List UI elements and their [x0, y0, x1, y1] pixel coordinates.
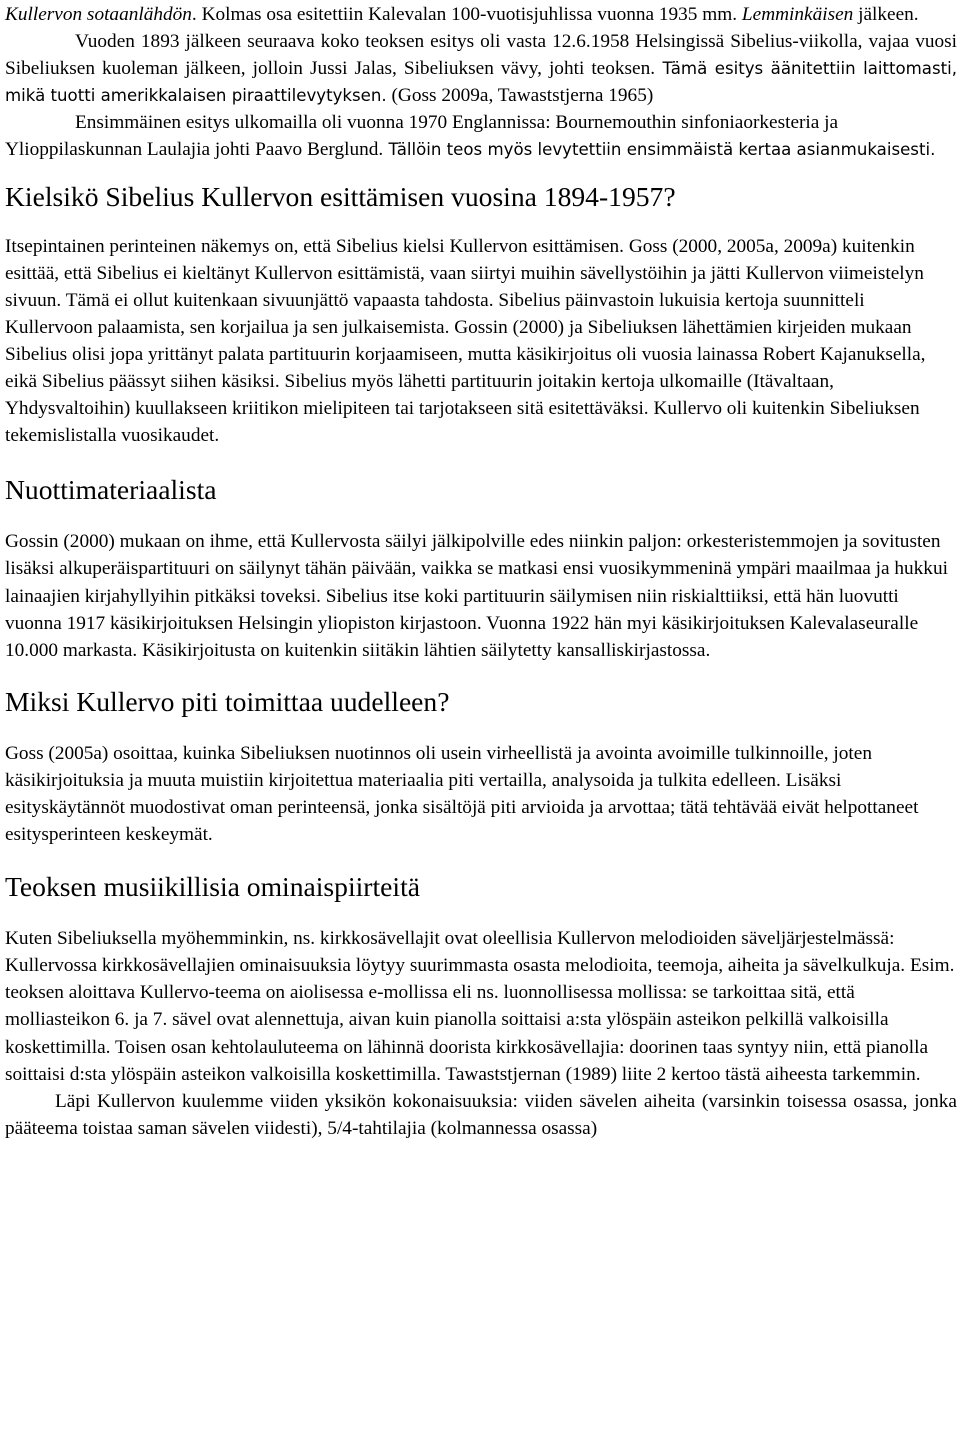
section-heading-nuottimateriaalista: Nuottimateriaalista — [5, 474, 217, 506]
intro-work-title-2: Lemminkäisen — [741, 4, 854, 25]
intro-paragraph-2 — [5, 28, 957, 109]
intro-p2-sans: Tämä esitys äänitettiin laittomasti, mikä tuotti amerikkalaisen piraattilevytyksen. — [5, 59, 958, 106]
section-heading-kielsiko: Kielsikö Sibelius Kullervon esittämisen vuosina 1894-1957? — [5, 180, 676, 212]
intro-line-1 — [5, 1, 957, 28]
intro-p2-serif: Vuoden 1893 jälkeen seuraava koko teoksen esitys oli vasta 12.6.1958 Helsingissä Sibelius-viikolla, vajaa vuosi Sibeliuksen kuoleman jälkeen, jolloin Jussi Jalas, Sibeliuksen vävy, johti teoksen. — [5, 31, 957, 80]
intro-paragraph-3 — [5, 109, 957, 163]
section-body-nuottimateriaalista: Gossin (2000) mukaan on ihme, että Kullervosta säilyi jälkipolville edes niinkin paljon: orkesteristemmojen ja sovitusten lisäksi alkuperäispartituuri on säilynyt tähän päivään, vaikka se matkasi ensi vuosikymmeninä ympäri maailmaa ja hukkui lainaajien kirjahyllyihin pitkäksi toveksi. Sibelius itse koki partituurin säilymisen niin riskialttiiksi, että hän luovutti vuonna 1917 käsikirjoituksen Helsingin yliopiston kirjastoon. Vuonna 1922 hän myi käsikirjoituksen Kalevalaseuralle 10.000 markasta. Käsikirjoitusta on kuitenkin siitäkin lähtien säilytetty kansalliskirjastossa. — [5, 531, 948, 661]
intro-work-title-1: Kullervon sotaanlähdön — [5, 4, 192, 25]
document-page — [5, 0, 957, 1142]
section-body-kielsiko: Itsepintainen perinteinen näkemys on, että Sibelius kielsi Kullervon esittämisen. Goss (2000, 2005a, 2009a) kuitenkin esittää, että Sibelius ei kieltänyt Kullervon esittämistä, vaan siirtyi muihin sävellystöihin ja jätti Kullervon viimeistelyn sivuun. Tämä ei ollut kuitenkaan sivuunjättö vapaasta tahdosta. Sibelius päinvastoin lukuisia kertoja suunnitteli Kullervoon palaamista, sen korjailua ja sen julkaisemista. Gossin (2000) ja Sibeliuksen lähettämien kirjeiden mukaan Sibelius olisi jopa yrittänyt palata partituurin korjaamiseen, mutta käsikirjoitus oli vuosia lainassa Robert Kajanuksella, eikä Sibelius päässyt siihen käsiksi. Sibelius myös lähetti partituurin joitakin kertoja ulkomaille (Itävaltaan, Yhdysvaltoihin) kuullakseen kriitikon mielipiteen tai tarjotakseen sitä esitettäväksi. Kullervo oli kuitenkin Sibeliuksen tekemislistalla vuosikaudet. — [5, 235, 926, 447]
section-heading-musiikillisia-ominaispiirteita: Teoksen musiikillisia ominaispiirteitä — [5, 871, 420, 903]
intro-text-2: jälkeen. — [853, 4, 919, 25]
section-body-musiikillisia-1: Kuten Sibeliuksella myöhemminkin, ns. kirkkosävellajit ovat oleellisia Kullervon melodioiden säveljärjestelmässä: Kullervossa kirkkosävellajien ominaisuuksia löytyy suurimmasta osasta melodioita, teemoja, aiheita ja sävelkulkuja. Esim. teoksen aloittava Kullervo-teema on aiolisessa e-mollissa eli ns. luonnollisessa mollissa: se tarkoittaa sitä, että molliasteikon 6. ja 7. sävel ovat alennettuja, aivan kuin pianolla soittaisi a:sta ylöspäin asteikon pelkillä valkoisilla koskettimilla. Toisen osan kehtolauluteema on lähinnä doorista kirkkosävellajia: doorinen taas syntyy niin, että pianolla soittaisi d:sta ylöspäin asteikon valkoisilla koskettimilla. Tawaststjernan (1989) liite 2 kertoo tästä aiheesta tarkemmin. — [5, 928, 955, 1085]
intro-p2-citation: (Goss 2009a, Tawaststjerna 1965) — [386, 85, 654, 107]
intro-p3-serif: Ensimmäinen esitys ulkomailla oli vuonna 1970 Englannissa: Bournemouthin sinfoniaorkesteria ja Ylioppilaskunnan Laulajia johti Paavo Berglund. — [5, 112, 839, 161]
section-body-miksi-kullervo: Goss (2005a) osoittaa, kuinka Sibeliuksen nuotinnos oli usein virheellistä ja avointa avoimille tulkinnoille, joten käsikirjoituksia ja muuta muistiin kirjoitettua materiaalia piti vertailla, analysoida ja tulkita edelleen. Lisäksi esityskäytännöt muodostivat oman perinteensä, jonka sisältöjä piti arvioida ja arvottaa; tätä tehtävää eivät helpottaneet esitysperinteen keskeymät. — [5, 742, 919, 846]
intro-text-1: . Kolmas osa esitettiin Kalevalan 100-vuotisjuhlissa vuonna 1935 mm. — [191, 4, 738, 25]
section-heading-miksi-kullervo: Miksi Kullervo piti toimittaa uudelleen? — [5, 685, 450, 717]
intro-p3-sans: Tällöin teos myös levytettiin ensimmäistä kertaa asianmukaisesti. — [383, 140, 936, 160]
section-body-musiikillisia-2: Läpi Kullervon kuulemme viiden yksikön kokonaisuuksia: viiden sävelen aiheita (varsinkin toisessa osassa, jonka pääteema toistaa saman sävelen viidesti), 5/4-tahtilajia (kolmannessa osassa) — [5, 1090, 957, 1139]
